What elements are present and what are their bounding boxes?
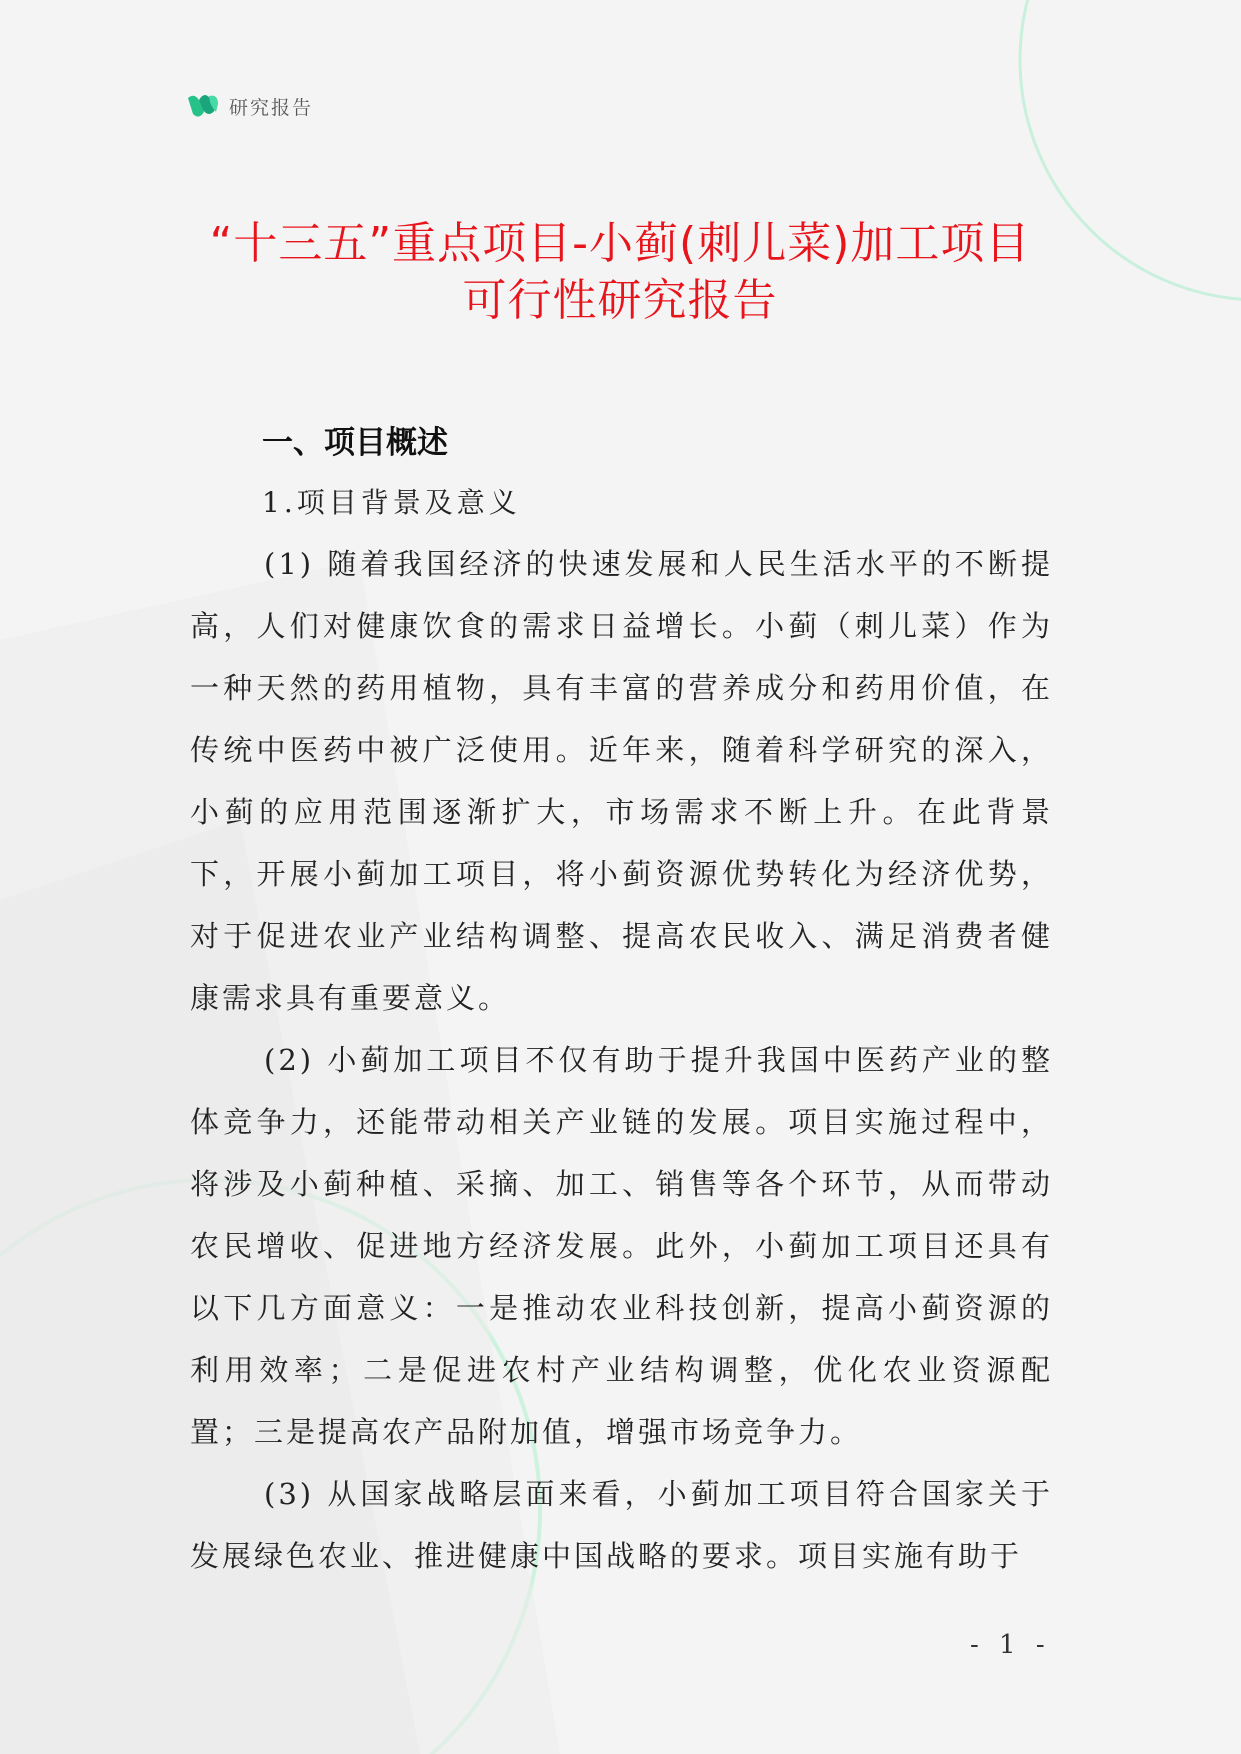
section-heading: 一、项目概述	[262, 425, 448, 461]
subsection-heading: 1.项目背景及意义	[262, 486, 521, 519]
paragraph: (2) 小蓟加工项目不仅有助于提升我国中医药产业的整体竞争力，还能带动相关产业链的发展。项目实施过程中，将涉及小蓟种植、采摘、加工、销售等各个环节，从而带动农民增收、促进地方经济发展。此外，小蓟加工项目还具有以下几方面意义：一是推动农业科技创新，提高小蓟资源的利用效率；二是促进农村产业结构调整，优化农业资源配置；三是提高农产品附加值，增强市场竞争力。	[190, 1043, 1053, 1449]
brand-logo-icon	[185, 88, 221, 124]
document-body	[190, 413, 1053, 1587]
page-number: - 1 -	[970, 1630, 1051, 1660]
report-header	[185, 88, 313, 124]
paragraph: (1) 随着我国经济的快速发展和人民生活水平的不断提高，人们对健康饮食的需求日益增长。小蓟（刺儿菜）作为一种天然的药用植物，具有丰富的营养成分和药用价值，在传统中医药中被广泛使用。近年来，随着科学研究的深入，小蓟的应用范围逐渐扩大，市场需求不断上升。在此背景下，开展小蓟加工项目，将小蓟资源优势转化为经济优势，对于促进农业产业结构调整、提高农民收入、满足消费者健康需求具有重要意义。	[190, 547, 1053, 1015]
header-label: 研究报告	[229, 96, 314, 119]
paragraph: (3) 从国家战略层面来看，小蓟加工项目符合国家关于发展绿色农业、推进健康中国战略的要求。项目实施有助于	[190, 1477, 1053, 1573]
document-title: “十三五”重点项目-小蓟(刺儿菜)加工项目可行性研究报告	[209, 218, 1031, 326]
